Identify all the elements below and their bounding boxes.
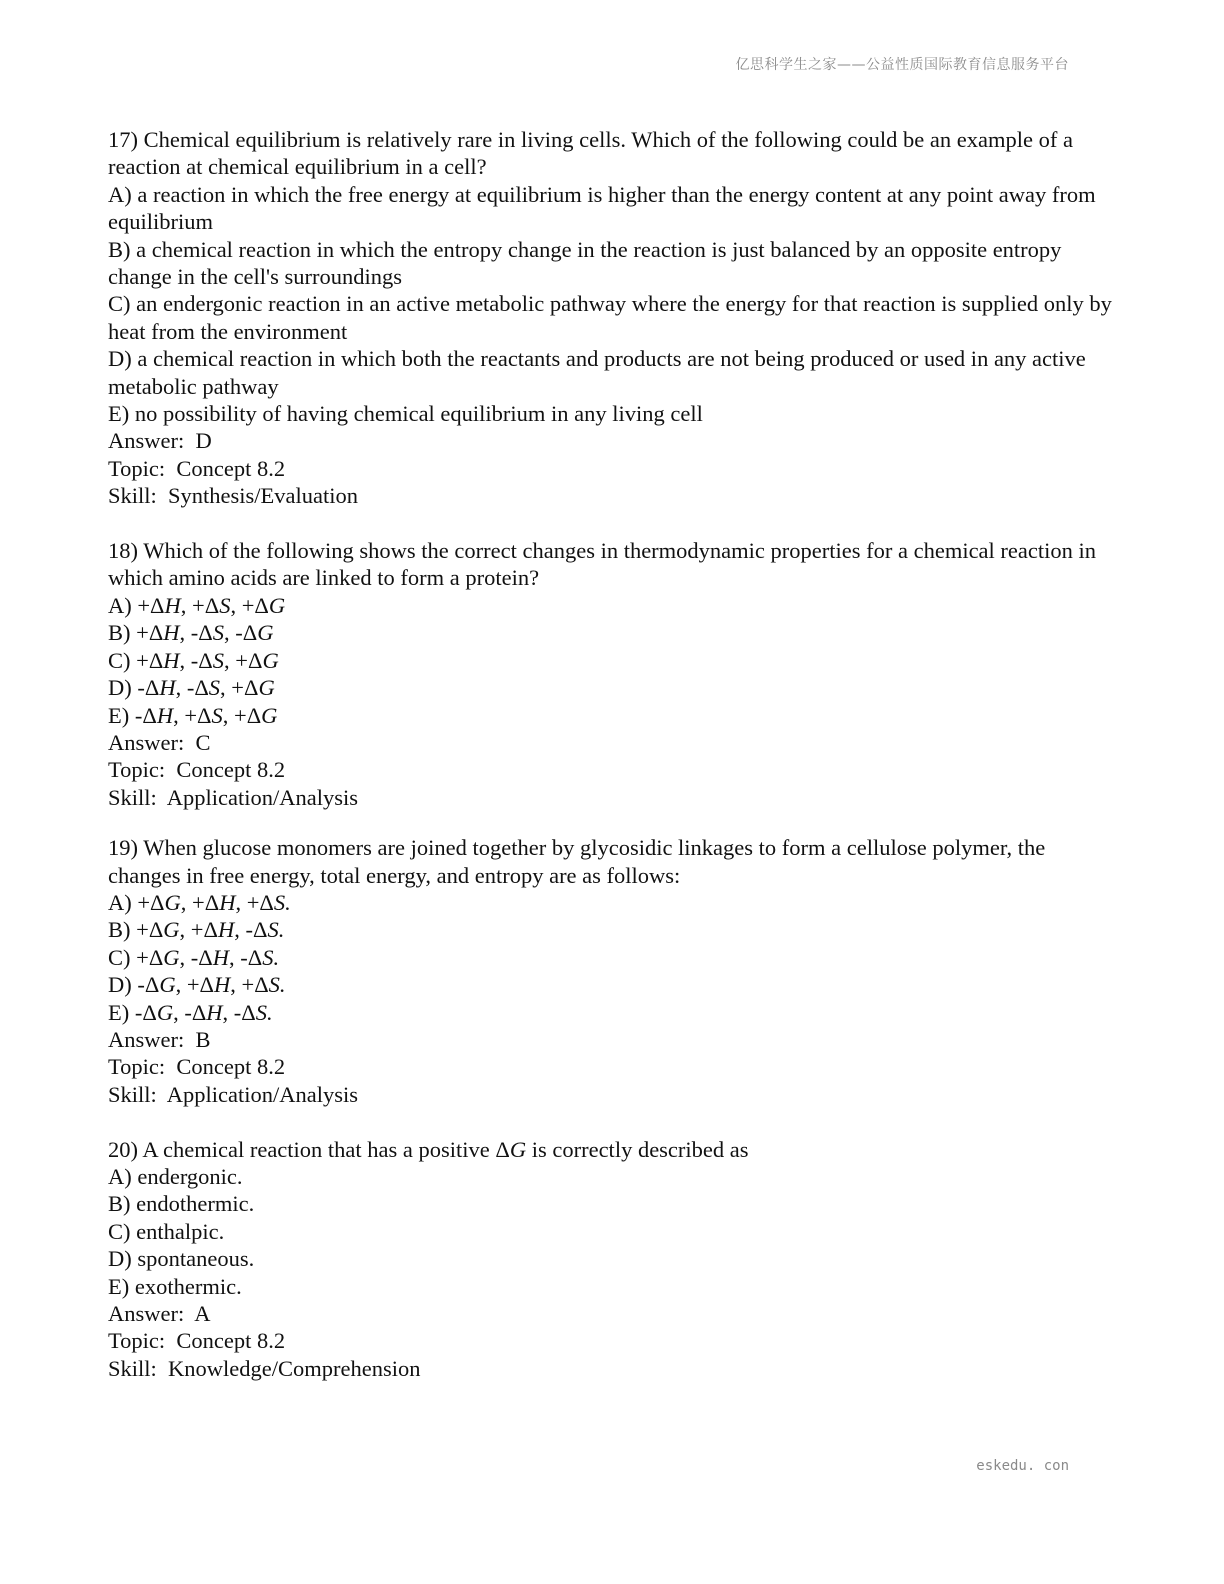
skill-line: Skill: Synthesis/Evaluation xyxy=(108,483,359,509)
question-20 xyxy=(108,1136,1118,1383)
topic-line: Topic: Concept 8.2 xyxy=(108,455,286,481)
option-c: C) an endergonic reaction in an active metabolic pathway where the energy for that reaction is supplied only by heat from the environment xyxy=(108,291,1118,344)
option-b: B) a chemical reaction in which the entropy change in the reaction is just balanced by an opposite entropy change in the cell's surroundings xyxy=(108,236,1068,290)
page-header: 亿思科学生之家——公益性质国际教育信息服务平台 xyxy=(735,57,1069,73)
answer-line: Answer: B xyxy=(108,1026,211,1052)
option-c: C) +ΔH, -ΔS, +ΔG xyxy=(108,647,279,673)
option-a: A) a reaction in which the free energy at equilibrium is higher than the energy content at any point away from equilibrium xyxy=(108,181,1102,235)
document-body xyxy=(108,126,1118,1410)
skill-line: Skill: Knowledge/Comprehension xyxy=(108,1355,421,1381)
topic-line: Topic: Concept 8.2 xyxy=(108,757,286,783)
question-17 xyxy=(108,126,1118,510)
page-footer: eskedu. con xyxy=(976,1458,1069,1474)
skill-line: Skill: Application/Analysis xyxy=(108,784,359,810)
question-stem: 18) Which of the following shows the correct changes in thermodynamic properties for a chemical reaction in which amino acids are linked to form a protein? xyxy=(108,538,1097,591)
option-d: D) a chemical reaction in which both the reactants and products are not being produced or used in any active metabolic pathway xyxy=(108,346,1092,399)
option-e: E) -ΔG, -ΔH, -ΔS. xyxy=(108,999,273,1025)
option-a: A) +ΔG, +ΔH, +ΔS. xyxy=(108,889,291,915)
question-stem: 20) A chemical reaction that has a positive ΔG is correctly described as xyxy=(108,1136,749,1162)
option-b: B) +ΔH, -ΔS, -ΔG xyxy=(108,620,274,646)
question-18 xyxy=(108,537,1118,811)
option-c: C) +ΔG, -ΔH, -ΔS. xyxy=(108,944,280,970)
question-19 xyxy=(108,834,1118,1108)
answer-line: Answer: A xyxy=(108,1301,211,1327)
option-a: A) endergonic. xyxy=(108,1164,243,1189)
answer-line: Answer: C xyxy=(108,729,211,755)
option-a: A) +ΔH, +ΔS, +ΔG xyxy=(108,592,286,618)
skill-line: Skill: Application/Analysis xyxy=(108,1081,359,1107)
answer-line: Answer: D xyxy=(108,428,212,454)
option-d: D) -ΔG, +ΔH, +ΔS. xyxy=(108,972,286,998)
option-d: D) spontaneous. xyxy=(108,1246,255,1272)
option-b: B) endothermic. xyxy=(108,1191,255,1217)
question-stem: 19) When glucose monomers are joined together by glycosidic linkages to form a cellulose polymer, the changes in free energy, total energy, and entropy are as follows: xyxy=(108,835,1046,888)
option-c: C) enthalpic. xyxy=(108,1218,225,1244)
option-e: E) no possibility of having chemical equilibrium in any living cell xyxy=(108,401,703,427)
option-e: E) -ΔH, +ΔS, +ΔG xyxy=(108,702,278,728)
question-stem: 17) Chemical equilibrium is relatively rare in living cells. Which of the following could be an example of a reaction at chemical equilibrium in a cell? xyxy=(108,127,1073,180)
option-e: E) exothermic. xyxy=(108,1273,242,1299)
topic-line: Topic: Concept 8.2 xyxy=(108,1054,286,1080)
option-b: B) +ΔG, +ΔH, -ΔS. xyxy=(108,917,285,943)
option-d: D) -ΔH, -ΔS, +ΔG xyxy=(108,675,275,701)
topic-line: Topic: Concept 8.2 xyxy=(108,1328,286,1354)
